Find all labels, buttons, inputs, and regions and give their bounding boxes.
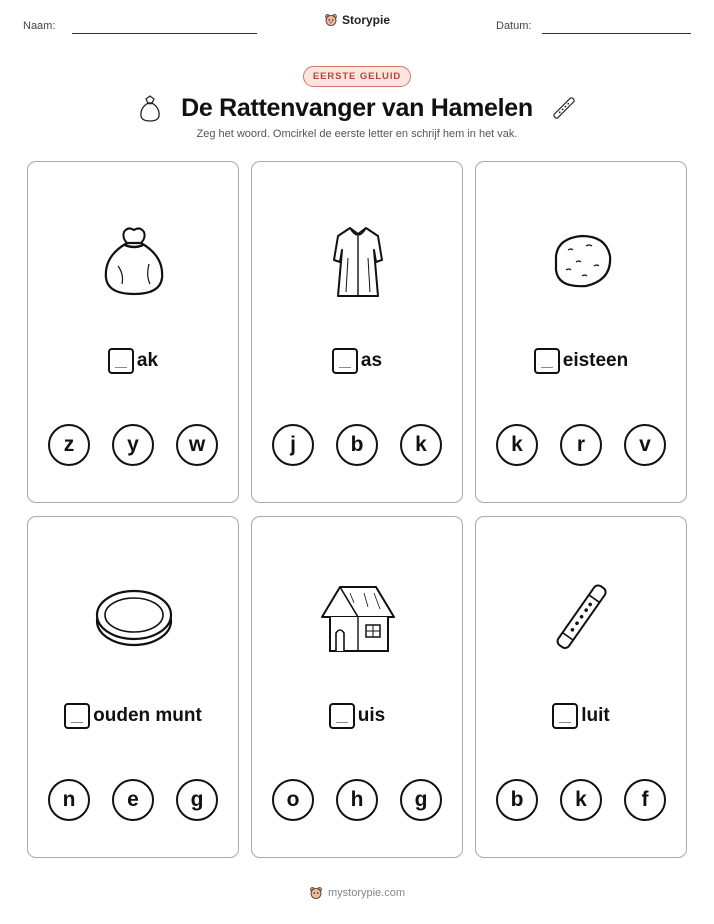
letter-choice[interactable]: g bbox=[400, 779, 442, 821]
name-label: Naam: bbox=[23, 20, 56, 32]
word-ending: ak bbox=[136, 350, 159, 371]
letter-choice[interactable]: y bbox=[112, 424, 154, 466]
exercise-card bbox=[251, 516, 463, 858]
exercise-card bbox=[475, 516, 687, 858]
footer bbox=[0, 886, 714, 905]
letter-choice[interactable]: k bbox=[496, 424, 538, 466]
page-title: De Rattenvanger van Hamelen bbox=[181, 93, 533, 122]
category-badge: EERSTE GELUID bbox=[303, 66, 411, 87]
exercise-card bbox=[475, 161, 687, 503]
title-row bbox=[0, 90, 714, 126]
letter-choice[interactable]: g bbox=[176, 779, 218, 821]
brand-logo bbox=[0, 13, 714, 32]
word-ending: eisteen bbox=[562, 350, 629, 371]
date-field[interactable] bbox=[542, 33, 691, 34]
letter-choice[interactable]: e bbox=[112, 779, 154, 821]
answer-box[interactable] bbox=[329, 703, 355, 729]
flute-icon bbox=[549, 93, 579, 123]
answer-box[interactable] bbox=[552, 703, 578, 729]
date-label: Datum: bbox=[496, 20, 532, 32]
letter-choice[interactable]: b bbox=[496, 779, 538, 821]
letter-choice[interactable]: k bbox=[560, 779, 602, 821]
letter-choice[interactable]: k bbox=[400, 424, 442, 466]
exercise-card bbox=[27, 516, 239, 858]
answer-box[interactable] bbox=[534, 348, 560, 374]
mascot-icon bbox=[324, 13, 338, 27]
word-ending: luit bbox=[581, 705, 610, 726]
mascot-icon bbox=[309, 886, 323, 900]
exercise-card bbox=[27, 161, 239, 503]
exercise-card bbox=[251, 161, 463, 503]
brand-name: Storypie bbox=[341, 13, 390, 27]
answer-box[interactable] bbox=[108, 348, 134, 374]
letter-choice[interactable]: n bbox=[48, 779, 90, 821]
name-field[interactable] bbox=[72, 33, 257, 34]
letter-choice[interactable]: o bbox=[272, 779, 314, 821]
letter-choice[interactable]: b bbox=[336, 424, 378, 466]
letter-choice[interactable]: w bbox=[176, 424, 218, 466]
letter-choice[interactable]: v bbox=[624, 424, 666, 466]
letter-choice[interactable]: f bbox=[624, 779, 666, 821]
footer-url[interactable]: mystorypie.com bbox=[327, 887, 406, 899]
coin-icon bbox=[94, 577, 174, 657]
pebble-icon bbox=[542, 222, 622, 302]
coat-icon bbox=[318, 222, 398, 302]
letter-choice[interactable]: h bbox=[336, 779, 378, 821]
answer-box[interactable] bbox=[332, 348, 358, 374]
answer-box[interactable] bbox=[64, 703, 90, 729]
sack-icon bbox=[94, 222, 174, 302]
letter-choice[interactable]: j bbox=[272, 424, 314, 466]
house-icon bbox=[318, 577, 398, 657]
instructions: Zeg het woord. Omcirkel de eerste letter en schrijf hem in het vak. bbox=[196, 128, 518, 140]
word-ending: as bbox=[360, 350, 383, 371]
flute-icon bbox=[542, 577, 622, 657]
letter-choice[interactable]: r bbox=[560, 424, 602, 466]
letter-choice[interactable]: z bbox=[48, 424, 90, 466]
sack-icon bbox=[135, 93, 165, 123]
word-ending: uis bbox=[357, 705, 386, 726]
word-ending: ouden munt bbox=[93, 705, 202, 726]
